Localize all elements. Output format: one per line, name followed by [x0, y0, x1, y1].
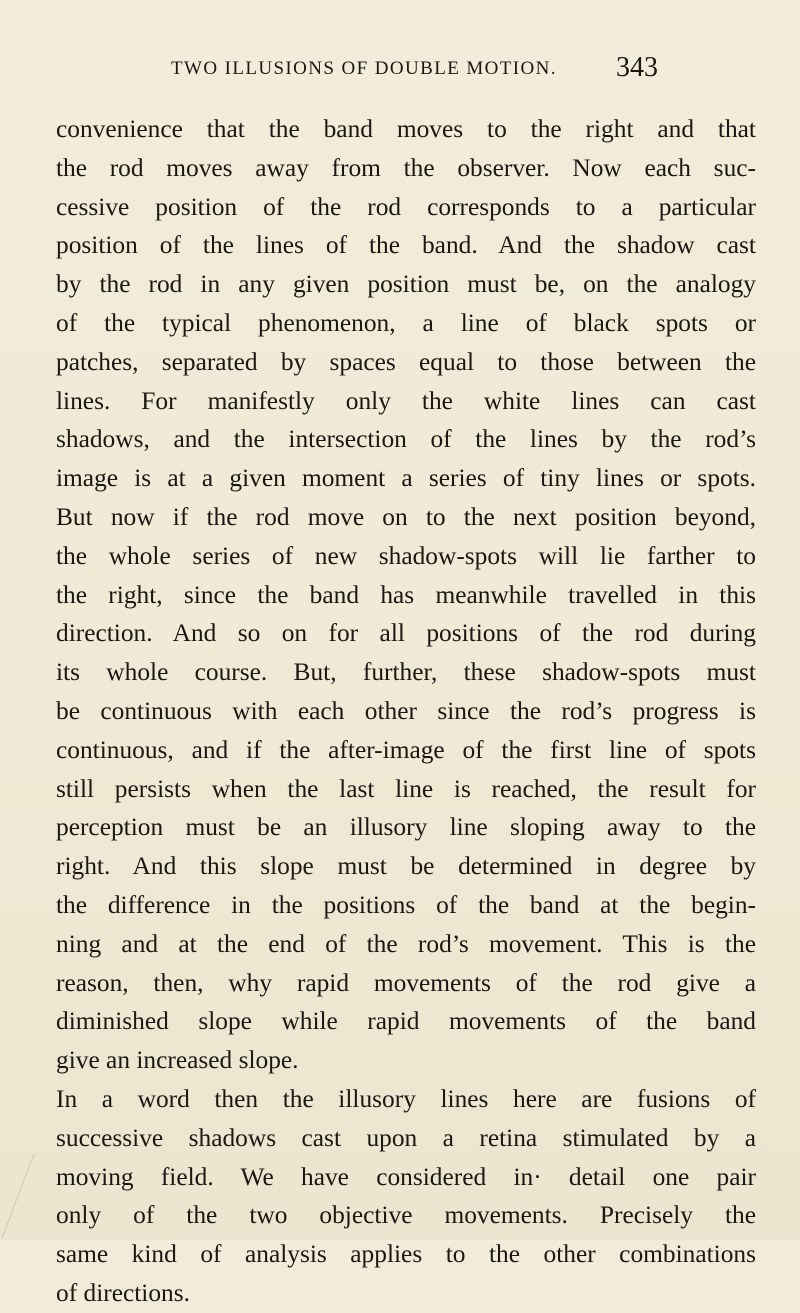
text-line: its whole course. But, further, these shadow-spots must — [56, 658, 756, 687]
text-line: direction. And so on for all positions of the rod during — [56, 619, 756, 648]
text-line: of the typical phenomenon, a line of black spots or — [56, 308, 756, 337]
text-line: right. And this slope must be determined in degree by — [56, 852, 756, 881]
text-line: only of the two objective movements. Precisely the — [56, 1201, 756, 1230]
text-line: the rod moves away from the observer. Now each suc- — [56, 153, 756, 182]
text-line: the difference in the positions of the band at the begin- — [56, 890, 756, 919]
text-line: by the rod in any given position must be, on the analogy — [56, 270, 756, 299]
page-number: 343 — [616, 52, 658, 83]
text-line: same kind of analysis applies to the other combinations — [56, 1240, 756, 1269]
text-line: successive shadows cast upon a retina stimulated by a — [56, 1123, 756, 1152]
text-line: diminished slope while rapid movements of the band — [56, 1007, 756, 1036]
text-line: ning and at the end of the rod’s movement. This is the — [56, 929, 756, 958]
text-line: In a word then the illusory lines here are fusions of — [56, 1084, 756, 1113]
text-line: cessive position of the rod corresponds to a particular — [56, 192, 756, 221]
text-line: moving field. We have considered in· detail one pair — [56, 1162, 756, 1191]
text-line: give an increased slope. — [56, 1046, 299, 1075]
text-line: convenience that the band moves to the right and that — [56, 115, 756, 143]
text-line: the right, since the band has meanwhile travelled in this — [56, 580, 756, 609]
text-line: lines. For manifestly only the white lines can cast — [56, 386, 756, 415]
text-line: position of the lines of the band. And the shadow cast — [56, 231, 756, 260]
text-line: of directions. — [56, 1278, 190, 1307]
running-title: TWO ILLUSIONS OF DOUBLE MOTION. — [171, 58, 557, 79]
text-line: shadows, and the intersection of the lines by the rod’s — [56, 425, 756, 454]
body-text — [56, 110, 756, 1313]
text-line: patches, separated by spaces equal to those between the — [56, 347, 756, 376]
text-line: continuous, and if the after-image of the first line of spots — [56, 735, 756, 764]
text-line: perception must be an illusory line sloping away to the — [56, 813, 756, 842]
running-head — [0, 52, 800, 96]
text-line: be continuous with each other since the rod’s progress is — [56, 696, 756, 725]
text-line: But now if the rod move on to the next position beyond, — [56, 502, 756, 531]
text-line: still persists when the last line is reached, the result for — [56, 774, 756, 803]
text-line: the whole series of new shadow-spots will lie farther to — [56, 541, 756, 570]
text-line: reason, then, why rapid movements of the rod give a — [56, 968, 756, 997]
page-crease-mark — [0, 1150, 40, 1240]
text-line: image is at a given moment a series of tiny lines or spots. — [56, 464, 756, 493]
